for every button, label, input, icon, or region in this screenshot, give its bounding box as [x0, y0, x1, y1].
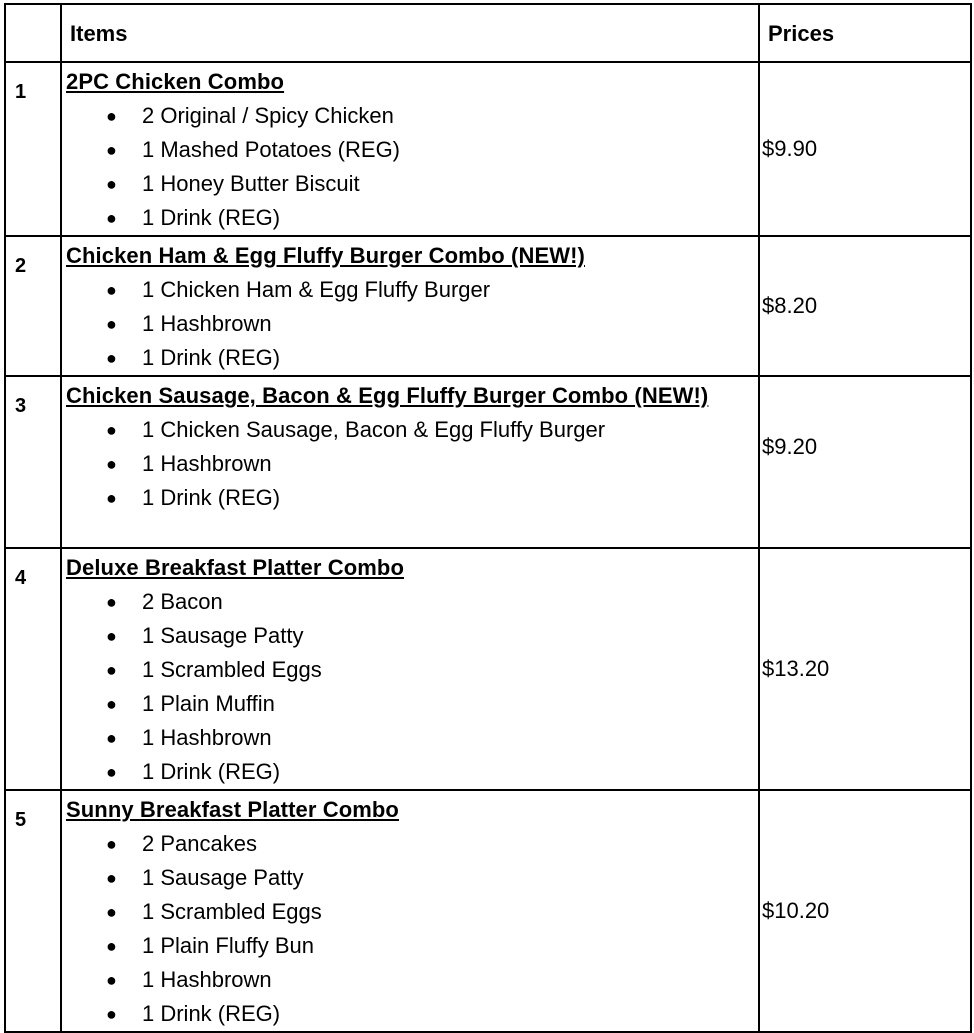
list-item: [66, 307, 754, 341]
component-label: 1 Drink (REG): [142, 345, 281, 370]
item-cell: [61, 548, 759, 790]
list-item: [66, 653, 754, 687]
row-number: 5: [15, 809, 27, 831]
header-items-cell: [61, 4, 759, 62]
component-label: 1 Sausage Patty: [142, 865, 304, 890]
list-item: [66, 827, 754, 861]
row-number: 1: [15, 81, 27, 103]
bullet-icon: ●: [106, 936, 117, 956]
table-row: [5, 62, 971, 236]
list-item: [66, 99, 754, 133]
bullet-icon: ●: [106, 454, 117, 474]
component-label: 1 Drink (REG): [142, 485, 281, 510]
list-item: [66, 861, 754, 895]
component-label: 1 Drink (REG): [142, 1001, 281, 1026]
bullet-icon: ●: [106, 902, 117, 922]
list-item: [66, 755, 754, 789]
component-label: 2 Original / Spicy Chicken: [142, 103, 394, 128]
price-cell: [759, 62, 971, 236]
item-cell: [61, 236, 759, 376]
component-label: 1 Hashbrown: [142, 451, 272, 476]
component-label: 1 Drink (REG): [142, 759, 281, 784]
component-label: 1 Chicken Sausage, Bacon & Egg Fluffy Burger: [142, 417, 606, 442]
bullet-icon: ●: [106, 1004, 117, 1024]
list-item: [66, 895, 754, 929]
list-item: [66, 619, 754, 653]
item-cell: [61, 790, 759, 1032]
header-number-cell: [5, 4, 61, 62]
component-label: 1 Plain Fluffy Bun: [142, 933, 315, 958]
component-list: [66, 273, 754, 375]
bullet-icon: ●: [106, 348, 117, 368]
bullet-icon: ●: [106, 106, 117, 126]
component-label: 1 Scrambled Eggs: [142, 899, 322, 924]
component-list: [66, 585, 754, 789]
bullet-icon: ●: [106, 868, 117, 888]
row-number-cell: [5, 790, 61, 1032]
bullet-icon: ●: [106, 280, 117, 300]
bullet-icon: ●: [106, 762, 117, 782]
table-header-row: [5, 4, 971, 62]
list-item: [66, 585, 754, 619]
row-number: 2: [15, 255, 27, 277]
component-list: [66, 99, 754, 235]
table-row: [5, 376, 971, 548]
list-item: [66, 413, 754, 447]
bullet-icon: ●: [106, 488, 117, 508]
price-cell: [759, 548, 971, 790]
component-label: 1 Honey Butter Biscuit: [142, 171, 360, 196]
list-item: [66, 721, 754, 755]
table-row: [5, 548, 971, 790]
component-label: 1 Drink (REG): [142, 205, 281, 230]
combo-title: Chicken Sausage, Bacon & Egg Fluffy Burger Combo (NEW!): [66, 383, 709, 408]
bullet-icon: ●: [106, 592, 117, 612]
menu-table: [4, 3, 972, 1033]
row-number: 4: [15, 567, 27, 589]
bullet-icon: ●: [106, 660, 117, 680]
component-label: 1 Plain Muffin: [142, 691, 275, 716]
combo-title: 2PC Chicken Combo: [66, 69, 285, 94]
price-value: $13.20: [762, 656, 830, 681]
list-item: [66, 447, 754, 481]
price-value: $9.20: [762, 434, 818, 459]
component-list: [66, 827, 754, 1031]
combo-title: Sunny Breakfast Platter Combo: [66, 797, 399, 822]
bullet-icon: ●: [106, 208, 117, 228]
component-label: 1 Chicken Ham & Egg Fluffy Burger: [142, 277, 491, 302]
list-item: [66, 201, 754, 235]
list-item: [66, 273, 754, 307]
item-cell: [61, 376, 759, 548]
component-label: 2 Bacon: [142, 589, 223, 614]
component-label: 1 Hashbrown: [142, 967, 272, 992]
row-number-cell: [5, 62, 61, 236]
row-number-cell: [5, 376, 61, 548]
price-cell: [759, 376, 971, 548]
list-item: [66, 997, 754, 1031]
price-value: $10.20: [762, 898, 830, 923]
component-label: 2 Pancakes: [142, 831, 257, 856]
list-item: [66, 929, 754, 963]
component-list: [66, 413, 754, 515]
bullet-icon: ●: [106, 970, 117, 990]
list-item: [66, 341, 754, 375]
component-label: 1 Hashbrown: [142, 311, 272, 336]
row-number: 3: [15, 395, 27, 417]
list-item: [66, 687, 754, 721]
combo-title: Deluxe Breakfast Platter Combo: [66, 555, 404, 580]
table-row: [5, 790, 971, 1032]
bullet-icon: ●: [106, 626, 117, 646]
price-cell: [759, 236, 971, 376]
list-item: [66, 133, 754, 167]
bullet-icon: ●: [106, 834, 117, 854]
list-item: [66, 481, 754, 515]
row-number-cell: [5, 236, 61, 376]
list-item: [66, 963, 754, 997]
item-cell: [61, 62, 759, 236]
header-prices-cell: [759, 4, 971, 62]
price-cell: [759, 790, 971, 1032]
bullet-icon: ●: [106, 140, 117, 160]
bullet-icon: ●: [106, 174, 117, 194]
component-label: 1 Scrambled Eggs: [142, 657, 322, 682]
component-label: 1 Mashed Potatoes (REG): [142, 137, 401, 162]
header-prices-label: Prices: [768, 21, 835, 46]
table-row: [5, 236, 971, 376]
price-value: $8.20: [762, 293, 818, 318]
price-value: $9.90: [762, 136, 818, 161]
bullet-icon: ●: [106, 728, 117, 748]
bullet-icon: ●: [106, 694, 117, 714]
list-item: [66, 167, 754, 201]
combo-title: Chicken Ham & Egg Fluffy Burger Combo (NEW!): [66, 243, 585, 268]
header-items-label: Items: [70, 21, 128, 46]
row-number-cell: [5, 548, 61, 790]
component-label: 1 Hashbrown: [142, 725, 272, 750]
component-label: 1 Sausage Patty: [142, 623, 304, 648]
bullet-icon: ●: [106, 314, 117, 334]
bullet-icon: ●: [106, 420, 117, 440]
